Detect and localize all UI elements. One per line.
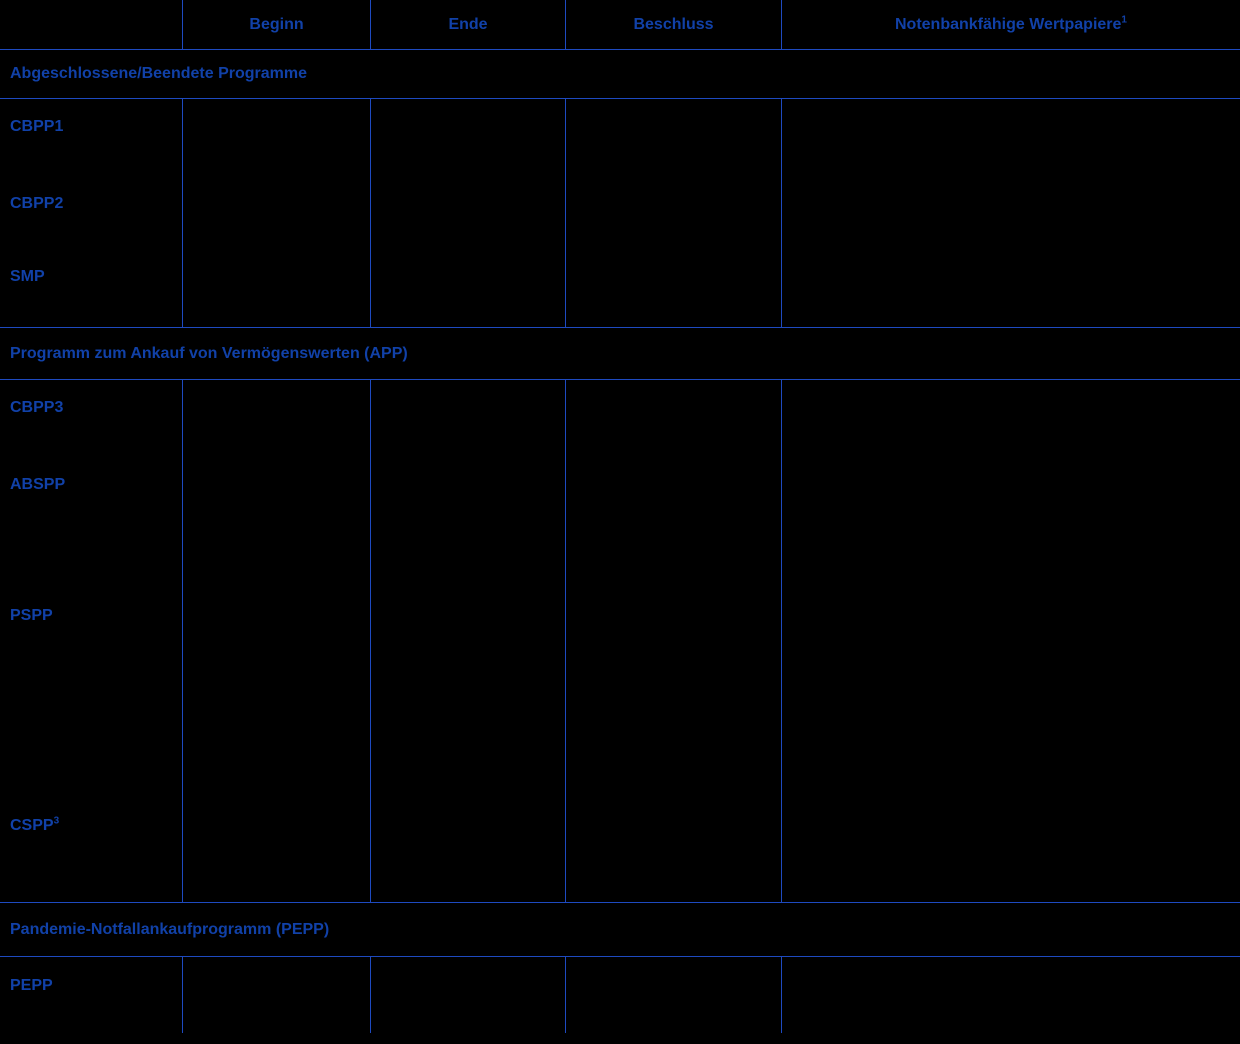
program-label-cbpp1: CBPP1: [10, 118, 64, 135]
column-header-label: Beschluss: [633, 15, 714, 33]
program-label-column: [0, 380, 183, 902]
empty-data-cell: [782, 380, 1240, 902]
table-header-row: [0, 0, 1240, 50]
program-label-column: [0, 99, 183, 327]
program-label-cbpp3: CBPP3: [10, 399, 64, 416]
section-header-app: [0, 328, 1240, 380]
section-body-pepp: [0, 957, 1240, 1033]
section-body-completed-programmes: [0, 99, 1240, 328]
program-label-smp: SMP: [10, 268, 45, 285]
program-label-column: [0, 957, 183, 1033]
section-title: Programm zum Ankauf von Vermögenswerten (APP): [10, 344, 408, 362]
empty-data-cell: [183, 99, 371, 327]
program-label-cbpp2: CBPP2: [10, 195, 64, 212]
column-header-label: Beginn: [249, 15, 304, 33]
program-label-pepp: PEPP: [10, 977, 53, 994]
empty-data-cell: [566, 380, 782, 902]
bottom-margin: [0, 1033, 1240, 1044]
column-header-wertpapiere: [782, 0, 1240, 49]
program-label-cspp: CSPP$^3$: [10, 815, 60, 834]
column-header-beginn: [183, 0, 371, 49]
section-title: Pandemie-Notfallankaufprogramm (PEPP): [10, 920, 330, 938]
empty-data-cell: [782, 99, 1240, 327]
empty-data-cell: [782, 957, 1240, 1033]
section-body-app: [0, 380, 1240, 903]
empty-data-cell: [183, 957, 371, 1033]
section-header-pepp: [0, 903, 1240, 957]
empty-data-cell: [566, 957, 782, 1033]
program-label-pspp: PSPP: [10, 607, 53, 624]
empty-data-cell: [371, 380, 566, 902]
footnote-marker: 3: [53, 815, 60, 827]
footnote-marker: 1: [1121, 14, 1127, 26]
section-header-completed-programmes: [0, 50, 1240, 99]
empty-data-cell: [371, 99, 566, 327]
empty-data-cell: [566, 99, 782, 327]
column-header-empty: [0, 0, 183, 49]
empty-data-cell: [183, 380, 371, 902]
column-header-label: Notenbankfähige Wertpapiere$^1$: [895, 14, 1127, 33]
column-header-label: Ende: [448, 15, 488, 33]
column-header-beschluss: [566, 0, 782, 49]
empty-data-cell: [371, 957, 566, 1033]
column-header-ende: [371, 0, 566, 49]
program-label-abspp: ABSPP: [10, 476, 66, 493]
section-title: Abgeschlossene/Beendete Programme: [10, 65, 307, 82]
